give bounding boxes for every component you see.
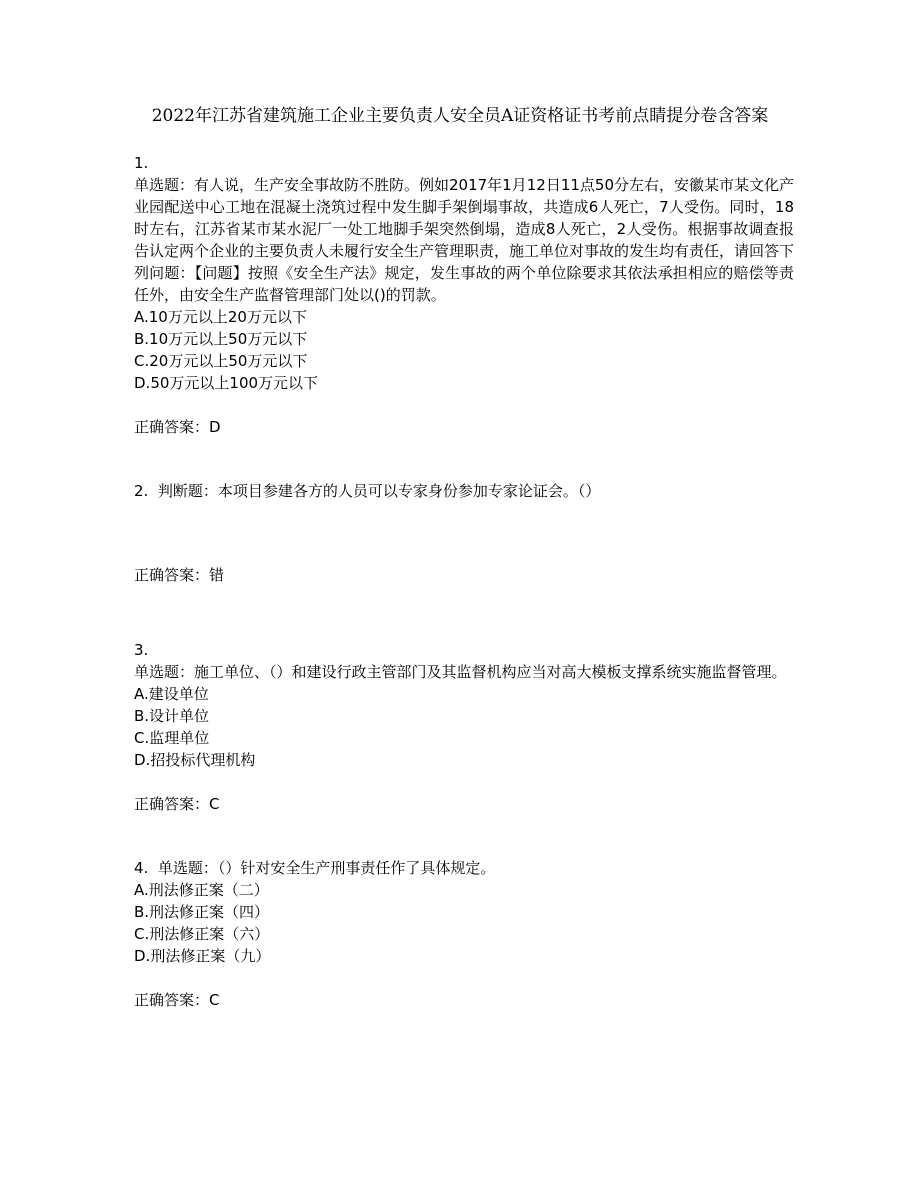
question-number: 1. [134, 154, 149, 172]
question-3 [134, 639, 794, 815]
correct-answer: 正确答案：C [134, 795, 220, 813]
question-number: 2. [134, 482, 149, 500]
correct-answer: 正确答案：C [134, 991, 220, 1009]
option-b: B.刑法修正案（四） [134, 903, 270, 921]
correct-answer: 正确答案：错 [134, 566, 225, 584]
option-c: C.监理单位 [134, 729, 210, 747]
question-number: 4. [134, 859, 149, 877]
document-title: 2022年江苏省建筑施工企业主要负责人安全员A证资格证书考前点睛提分卷含答案 [151, 106, 769, 126]
option-c: C.20万元以上50万元以下 [134, 352, 308, 370]
question-stem: 单选题：（）针对安全生产刑事责任作了具体规定。 [157, 859, 496, 877]
question-1 [134, 152, 794, 438]
option-a: A.刑法修正案（二） [134, 881, 269, 899]
question-number: 3. [134, 641, 149, 659]
option-b: B.设计单位 [134, 707, 210, 725]
option-b: B.10万元以上50万元以下 [134, 330, 308, 348]
option-d: D.招投标代理机构 [134, 751, 256, 769]
question-stem: 单选题：有人说，生产安全事故防不胜防。例如2017年1月12日11点50分左右，安徽某市某文化产业园配送中心工地在混凝土浇筑过程中发生脚手架倒塌事故，共造成6人死亡，7人受伤。同时，18时左右，江苏省某市某水泥厂一处工地脚手架突然倒塌，造成8人死亡，2人受伤。根据事故调查报告认定两个企业的主要负责人未履行安全生产管理职责，施工单位对事故的发生均有责任，请回答下列问题：【问题】按照《安全生产法》规定，发生事故的两个单位除要求其依法承担相应的赔偿等责任外，由安全生产监督管理部门处以()的罚款。 [134, 176, 795, 304]
option-c: C.刑法修正案（六） [134, 925, 270, 943]
question-stem: 判断题：本项目参建各方的人员可以专家身份参加专家论证会。（） [157, 482, 601, 500]
question-4 [134, 857, 794, 1011]
option-d: D.50万元以上100万元以下 [134, 374, 319, 392]
question-stem: 单选题：施工单位、（）和建设行政主管部门及其监督机构应当对高大模板支撑系统实施监督管理。 [134, 663, 787, 681]
correct-answer: 正确答案：D [134, 418, 221, 436]
question-2 [134, 480, 794, 586]
option-a: A.10万元以上20万元以下 [134, 308, 307, 326]
question-list [134, 152, 794, 1011]
option-d: D.刑法修正案（九） [134, 947, 271, 965]
option-a: A.建设单位 [134, 685, 209, 703]
